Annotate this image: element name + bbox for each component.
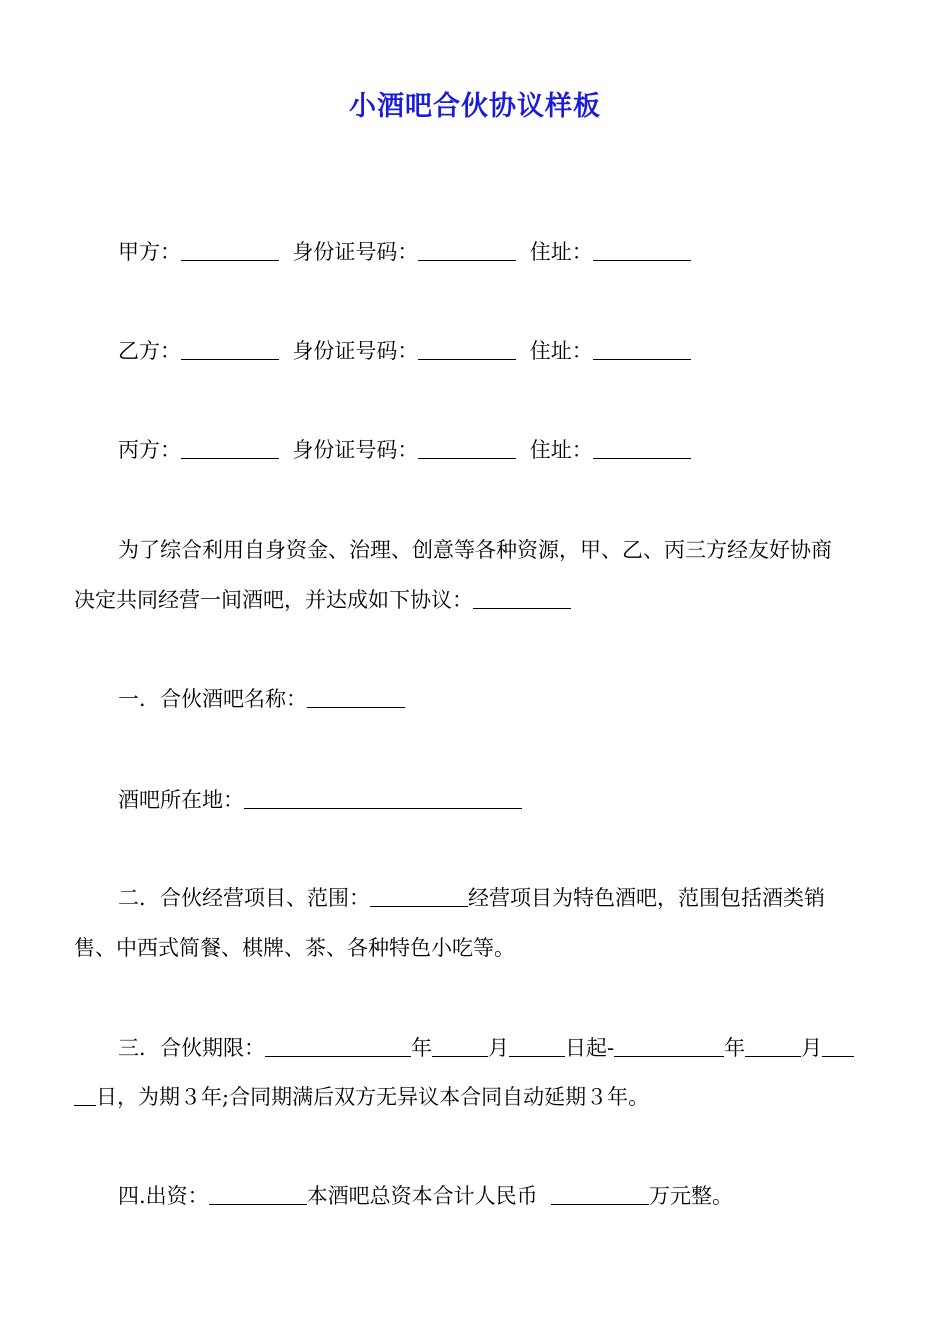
party-b-id-blank bbox=[418, 339, 516, 360]
party-c-line bbox=[118, 436, 691, 464]
document-title: 小酒吧合伙协议样板 bbox=[349, 91, 601, 122]
section-3-line-2 bbox=[74, 1083, 649, 1111]
investment-blank bbox=[209, 1184, 307, 1205]
party-a-id-label: 身份证号码： bbox=[292, 240, 419, 264]
section-2-label: 二．合伙经营项目、范围： bbox=[118, 886, 370, 910]
end-day-blank-b bbox=[74, 1085, 96, 1106]
end-day-blank-a bbox=[822, 1036, 854, 1057]
section-4-label: 四.出资： bbox=[118, 1184, 209, 1208]
end-year-blank bbox=[614, 1036, 724, 1057]
bar-location-blank bbox=[244, 788, 522, 809]
end-month-label: 月 bbox=[801, 1036, 823, 1060]
party-b-line bbox=[118, 337, 691, 365]
bar-name-label: 一．合伙酒吧名称： bbox=[118, 687, 307, 711]
party-c-address-label: 住址： bbox=[529, 438, 593, 462]
section-4-text-2: 万元整。 bbox=[649, 1184, 734, 1208]
section-1-location-line bbox=[118, 786, 522, 814]
section-2-line-1 bbox=[118, 884, 825, 912]
capital-amount-blank bbox=[551, 1184, 649, 1205]
business-scope-blank bbox=[370, 886, 468, 907]
party-b-address-blank bbox=[593, 339, 691, 360]
end-year-label: 年 bbox=[724, 1036, 746, 1060]
party-a-id-blank bbox=[418, 240, 516, 261]
start-month-label: 月 bbox=[488, 1036, 509, 1060]
start-year-label: 年 bbox=[411, 1036, 432, 1060]
party-b-id-label: 身份证号码： bbox=[292, 339, 419, 363]
bar-location-label: 酒吧所在地： bbox=[118, 788, 244, 812]
section-3-label: 三．合伙期限： bbox=[118, 1036, 265, 1060]
party-c-address-blank bbox=[593, 438, 691, 459]
start-year-blank bbox=[265, 1036, 411, 1057]
start-month-blank bbox=[432, 1036, 488, 1057]
section-2-line-2: 售、中西式简餐、棋牌、茶、各种特色小吃等。 bbox=[74, 936, 515, 960]
end-month-blank bbox=[745, 1036, 801, 1057]
section-1-name-line bbox=[118, 685, 405, 713]
party-b-label: 乙方： bbox=[118, 339, 181, 363]
section-3-text-2: 日，为期３年;合同期满后双方无异议本合同自动延期３年。 bbox=[96, 1085, 650, 1109]
party-c-id-label: 身份证号码： bbox=[292, 438, 419, 462]
party-a-line bbox=[118, 238, 691, 266]
bar-name-blank bbox=[307, 687, 405, 708]
start-day-label: 日起- bbox=[565, 1036, 615, 1060]
party-a-address-blank bbox=[593, 240, 691, 261]
preamble-blank bbox=[473, 588, 571, 609]
preamble-line-2 bbox=[74, 586, 571, 614]
preamble-line-1: 为了综合利用自身资金、治理、创意等各种资源，甲、乙、丙三方经友好协商 bbox=[118, 538, 832, 562]
section-4-text-1: 本酒吧总资本合计人民币 bbox=[306, 1184, 538, 1208]
party-a-address-label: 住址： bbox=[529, 240, 593, 264]
section-3-line-1 bbox=[118, 1034, 854, 1062]
party-a-label: 甲方： bbox=[118, 240, 181, 264]
party-b-address-label: 住址： bbox=[529, 339, 593, 363]
party-c-name-blank bbox=[181, 438, 279, 459]
section-4-line bbox=[118, 1182, 733, 1210]
party-a-name-blank bbox=[181, 240, 279, 261]
section-2-text-1: 经营项目为特色酒吧，范围包括酒类销 bbox=[468, 886, 825, 910]
party-c-id-blank bbox=[418, 438, 516, 459]
party-b-name-blank bbox=[181, 339, 279, 360]
party-c-label: 丙方： bbox=[118, 438, 181, 462]
start-day-blank bbox=[509, 1036, 565, 1057]
preamble-line-2-text: 决定共同经营一间酒吧，并达成如下协议： bbox=[74, 588, 473, 612]
